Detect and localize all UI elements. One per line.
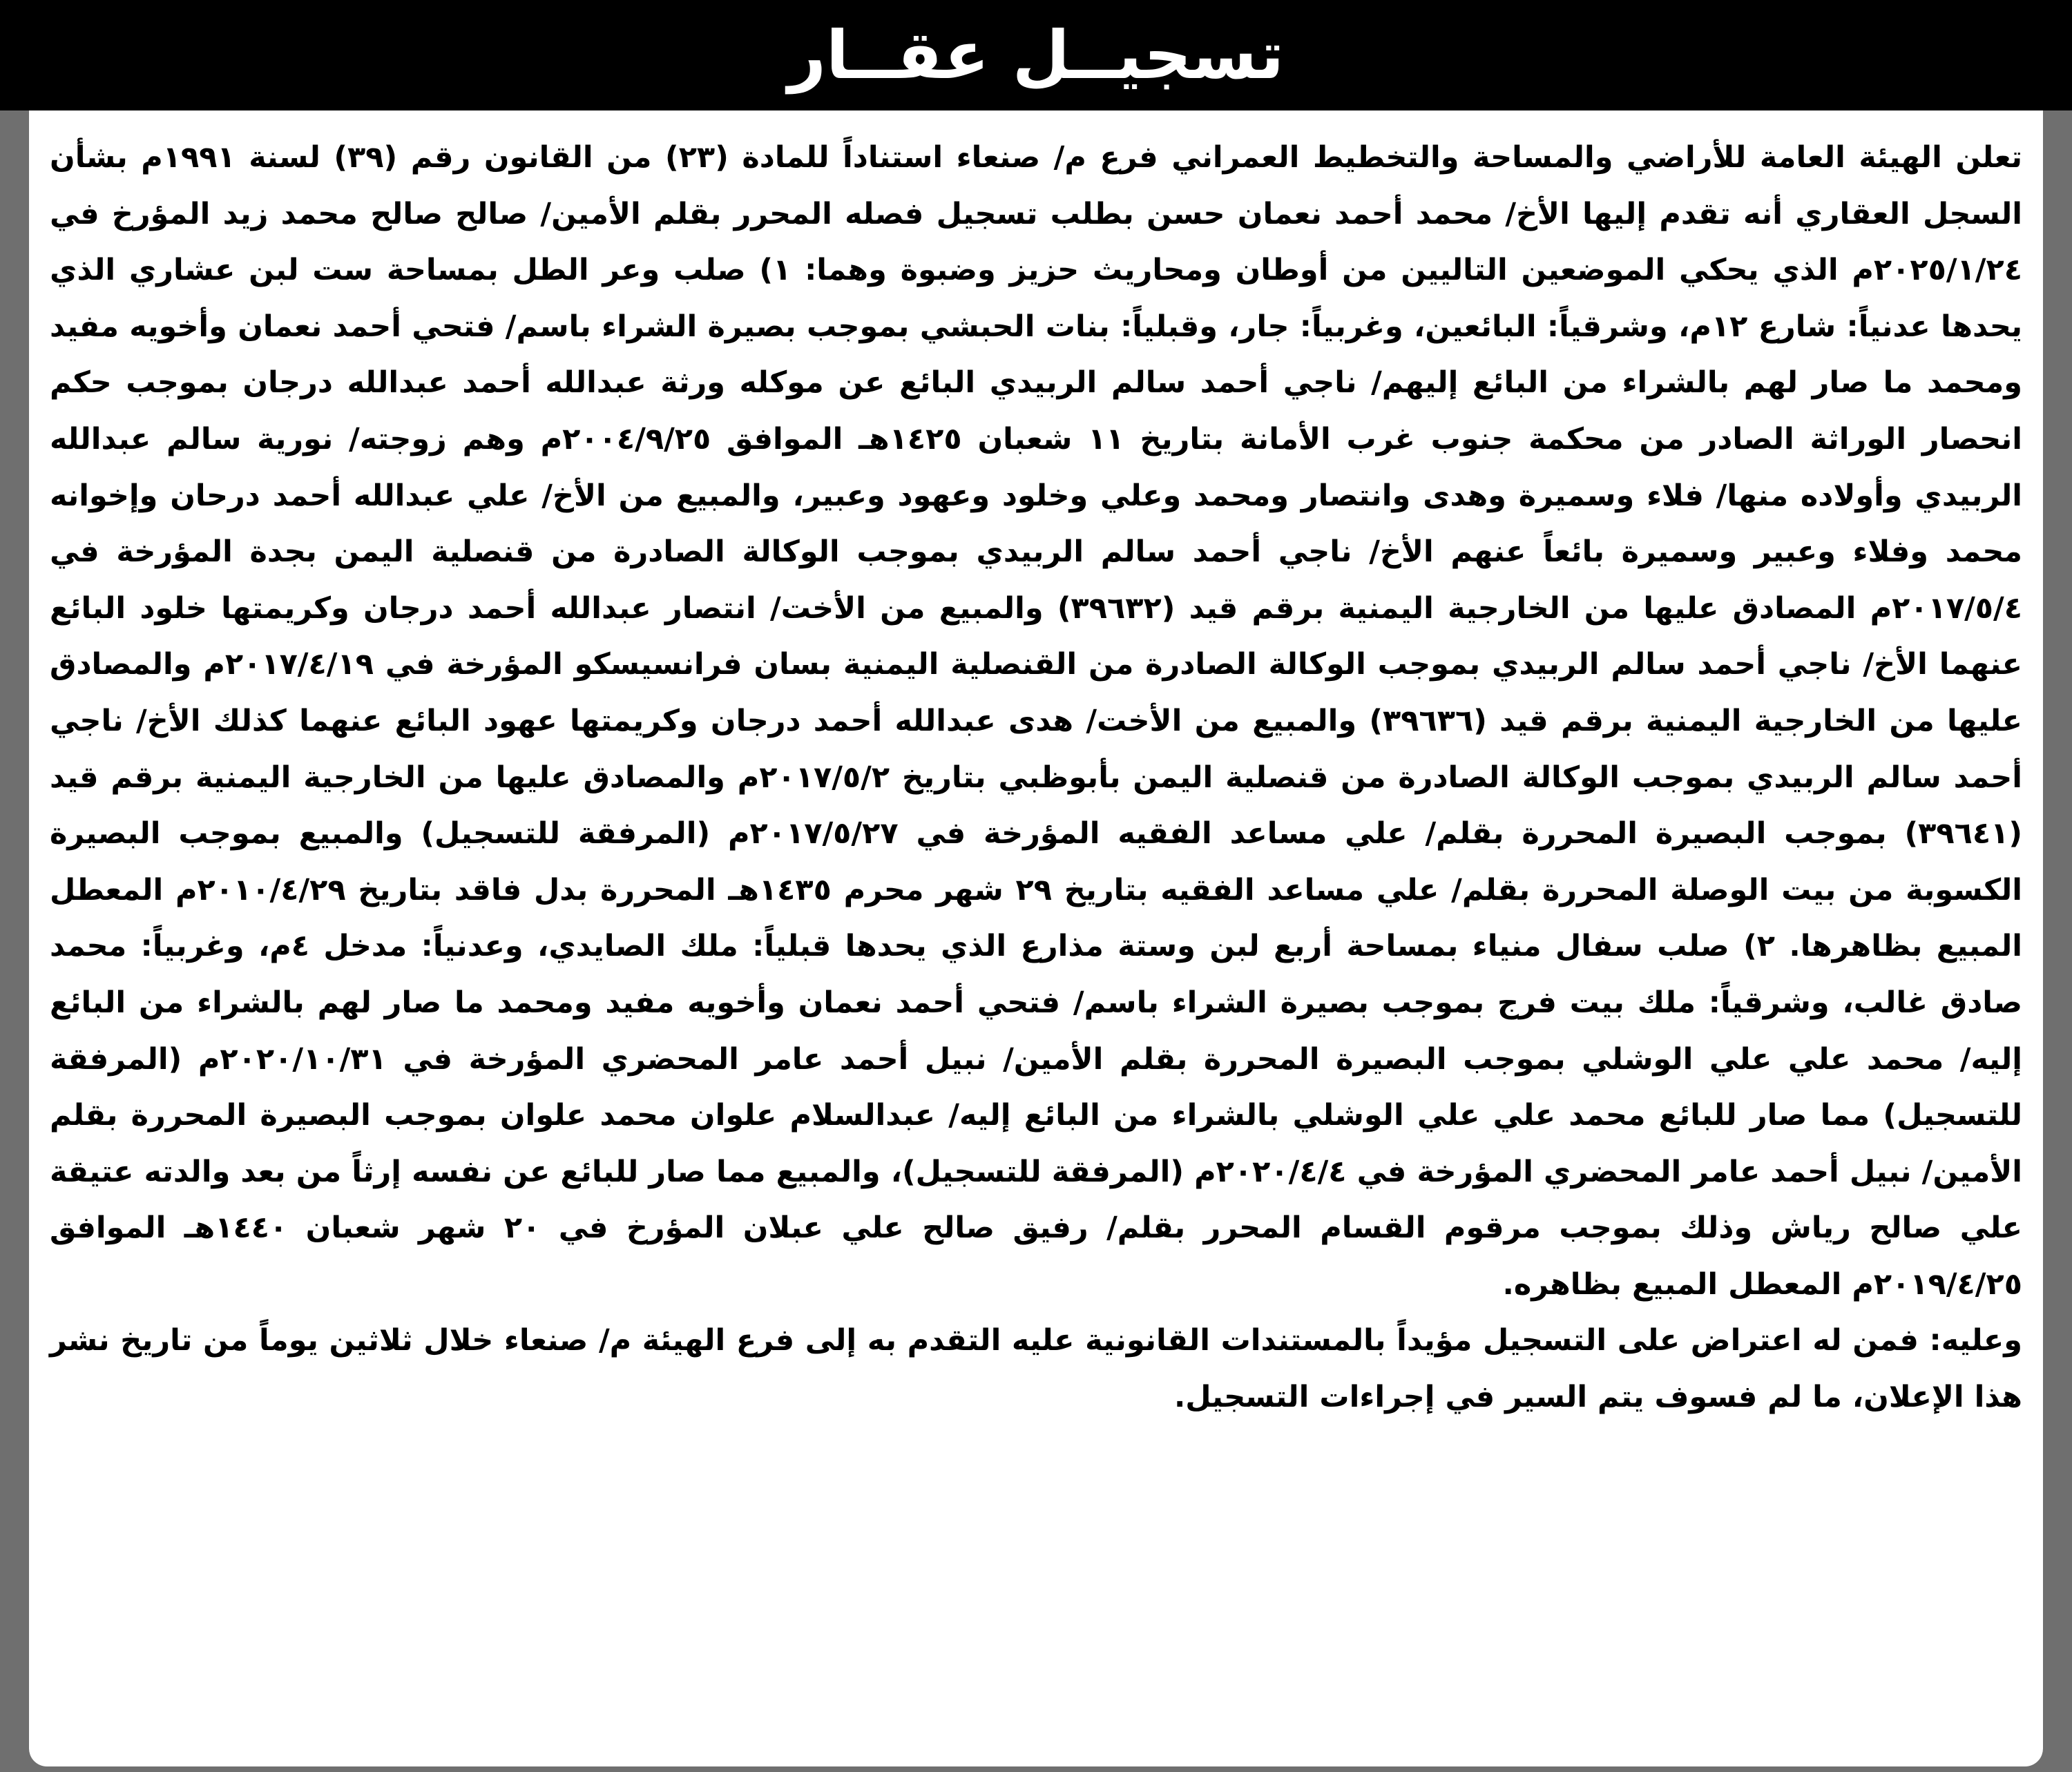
notice-body-paragraph: تعلن الهيئة العامة للأراضي والمساحة والتخطيط العمراني فرع م/ صنعاء استناداً للمادة (٢٣) من القانون رقم (٣٩) لسنة ١٩٩١م بشأن السجل العقاري أنه تقدم إليها الأخ/ محمد أحمد نعمان حسن بطلب تسجيل فصله المحرر بقلم الأمين/ صالح صالح محمد زيد المؤرخ في ٢٠٢٥/١/٢٤م الذي يحكي الموضعين التاليين من أوطان ومحاريث حزيز وضبوة وهما: ١) صلب وعر الطل بمساحة ست لبن عشاري الذي يحدها عدنياً: شارع ١٢م، وشرقياً: البائعين، وغربياً: جار، وقبلياً: بنات الحبشي بموجب بصيرة الشراء باسم/ فتحي أحمد نعمان وأخويه مفيد ومحمد ما صار لهم بالشراء من البائع إليهم/ ناجي أحمد سالم الربيدي البائع عن موكله ورثة عبدالله أحمد عبدالله درجان بموجب حكم انحصار الوراثة الصادر من محكمة جنوب غرب الأمانة بتاريخ ١١ شعبان ١٤٢٥هـ الموافق ٢٠٠٤/٩/٢٥م وهم زوجته/ نورية سالم عبدالله الربيدي وأولاده منها/ فلاء وسميرة وهدى وانتصار ومحمد وعلي وخلود وعهود وعبير، والمبيع من الأخ/ علي عبدالله أحمد درحان وإخوانه محمد وفلاء وعبير وسميرة بائعاً عنهم الأخ/ ناجي أحمد سالم الربيدي بموجب الوكالة الصادرة من قنصلية اليمن بجدة المؤرخة في ٢٠١٧/٥/٤م المصادق عليها من الخارجية اليمنية برقم قيد (٣٩٦٣٢) والمبيع من الأخت/ انتصار عبدالله أحمد درجان وكريمتها خلود البائع عنهما الأخ/ ناجي أحمد سالم الربيدي بموجب الوكالة الصادرة من القنصلية اليمنية بسان فرانسيسكو المؤرخة في ٢٠١٧/٤/١٩م والمصادق عليها من الخارجية اليمنية برقم قيد (٣٩٦٣٦) والمبيع من الأخت/ هدى عبدالله أحمد درجان وكريمتها عهود البائع عنهما كذلك الأخ/ ناجي أحمد سالم الربيدي بموجب الوكالة الصادرة من قنصلية اليمن بأبوظبي بتاريخ ٢٠١٧/٥/٢م والمصادق عليها من الخارجية اليمنية برقم قيد (٣٩٦٤١) بموجب البصيرة المحررة بقلم/ علي مساعد الفقيه المؤرخة في ٢٠١٧/٥/٢٧م (المرفقة للتسجيل) والمبيع بموجب البصيرة الكسوبة من بيت الوصلة المحررة بقلم/ علي مساعد الفقيه بتاريخ ٢٩ شهر محرم ١٤٣٥هـ المحررة بدل فاقد بتاريخ ٢٠١٠/٤/٢٩م المعطل المبيع بظاهرها. ٢) صلب سفال منياء بمساحة أربع لبن وستة مذارع الذي يحدها قبلياً: ملك الصايدي، وعدنياً: مدخل ٤م، وغربياً: محمد صادق غالب، وشرقياً: ملك بيت فرج بموجب بصيرة الشراء باسم/ فتحي أحمد نعمان وأخويه مفيد ومحمد ما صار لهم بالشراء من البائع إليه/ محمد علي علي الوشلي بموجب البصيرة المحررة بقلم الأمين/ نبيل أحمد عامر المحضري المؤرخة في ٢٠٢٠/١٠/٣١م (المرفقة للتسجيل) مما صار للبائع محمد علي علي الوشلي بالشراء من البائع إليه/ عبدالسلام علوان محمد علوان بموجب البصيرة المحررة بقلم الأمين/ نبيل أحمد عامر المحضري المؤرخة في ٢٠٢٠/٤/٤م (المرفقة للتسجيل)، والمبيع مما صار للبائع عن نفسه إرثاً من بعد والدته عتيقة علي صالح رياش وذلك بموجب مرقوم القسام المحرر بقلم/ رفيق صالح علي عبلان المؤرخ في ٢٠ شهر شعبان ١٤٤٠هـ الموافق ٢٠١٩/٤/٢٥م المعطل المبيع بظاهره.: [50, 140, 2023, 1302]
notice-closing-paragraph: وعليه: فمن له اعتراض على التسجيل مؤيداً بالمستندات القانونية عليه التقدم به إلى فرع الهيئة م/ صنعاء خلال ثلاثين يوماً من تاريخ نشر هذا الإعلان، ما لم فسوف يتم السير في إجراءات التسجيل.: [50, 1323, 2022, 1415]
notice-body-box: [29, 110, 2043, 1766]
title-bar: [0, 0, 2072, 110]
notice-title: تسجيــل عقــار: [787, 17, 1285, 94]
